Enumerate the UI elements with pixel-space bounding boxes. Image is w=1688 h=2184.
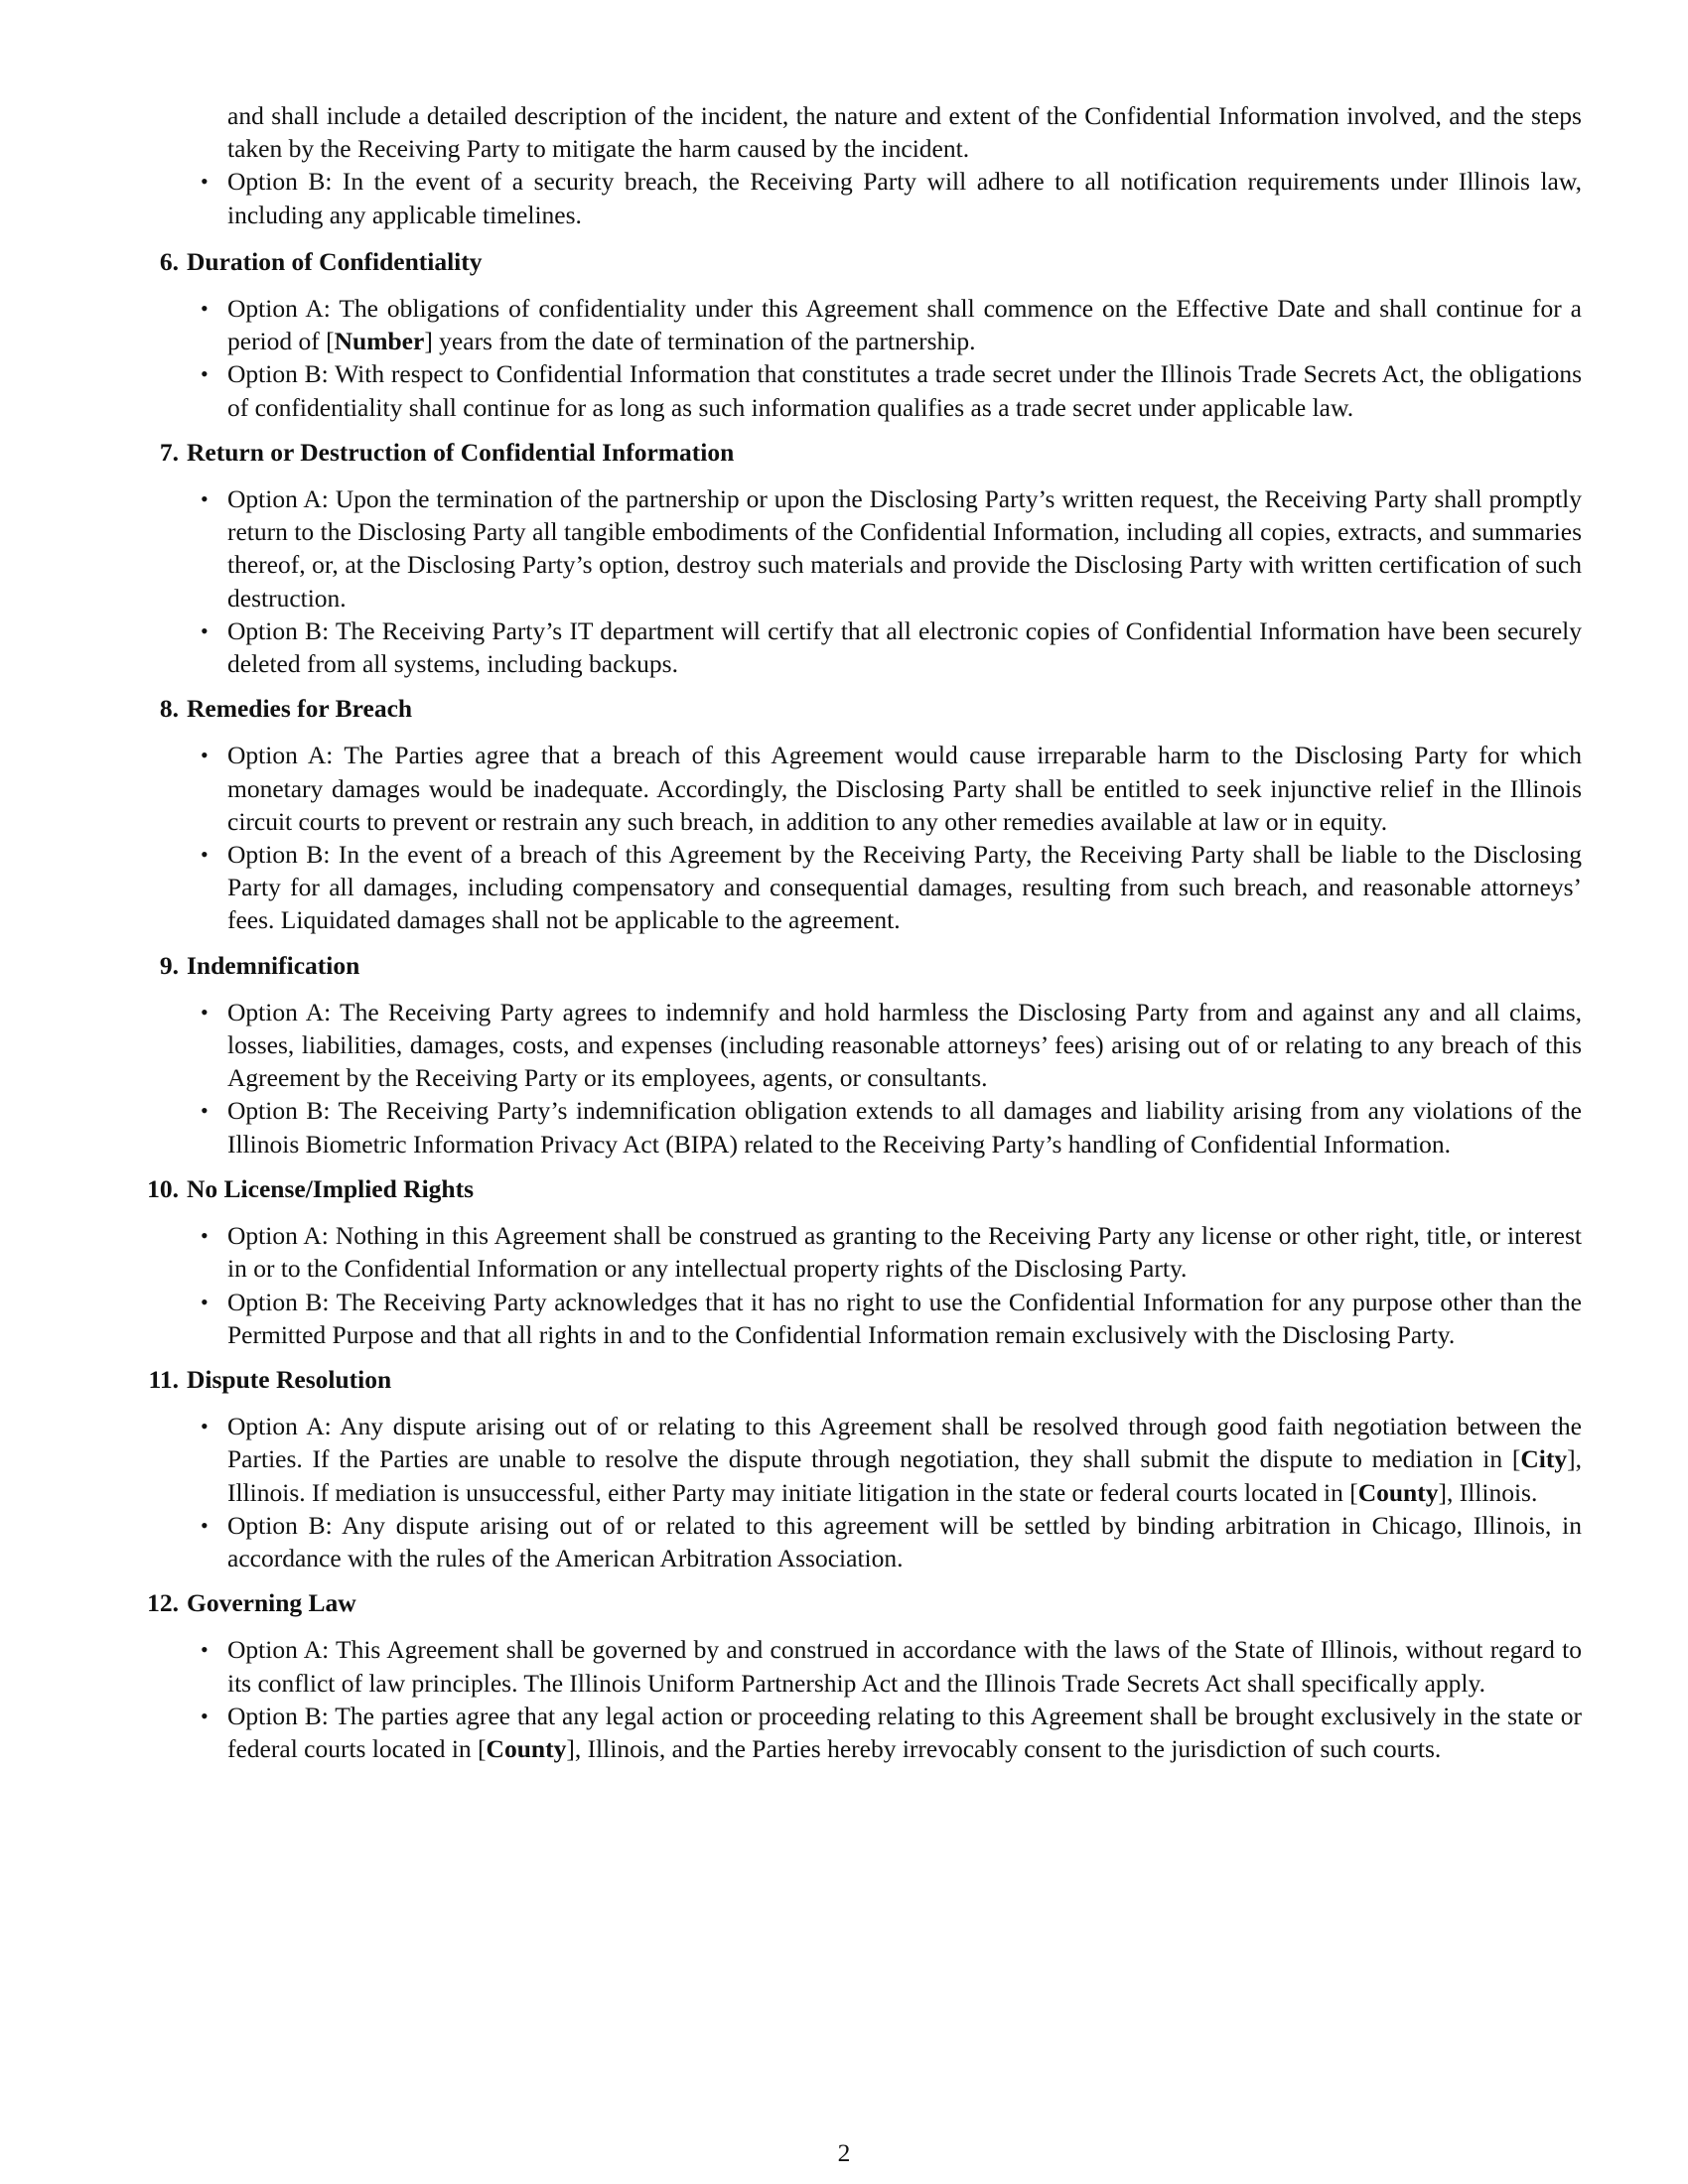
section-number: 11. [148,1364,179,1394]
section [132,436,1582,680]
option-b [227,1094,1582,1160]
option-text: Option B: Any dispute arising out of or related to this agreement will be settled by binding arbitration in Chicago, Illinois, in accordance with the rules of the American Arbitration Association. [227,1510,1582,1572]
continued-options [132,165,1582,230]
section-title: Return or Destruction of Confidential Information [187,437,735,467]
option-text: Option B: With respect to Confidential Information that constitutes a trade secret under the Illinois Trade Secrets Act, the obligations of confidentiality shall continue for as long as such information qualifies as a trade secret under applicable law. [227,359,1582,422]
page-number: 2 [837,2138,851,2167]
option-text: Option A: Nothing in this Agreement shall be construed as granting to the Receiving Party any license or other right, title, or interest in or to the Confidential Information or any intellectual property rights of the Disclosing Party. [227,1221,1582,1284]
option-a [227,739,1582,838]
section-heading [132,949,1582,982]
option-text: Option A: The obligations of confidentiality under this Agreement shall commence on the Effective Date and shall continue for a period of [ [227,294,1582,356]
option-text: ], Illinois. If mediation is unsuccessful, either Party may initiate litigation in the state or federal courts located in [ [227,1444,1582,1507]
option-text: Option A: Upon the termination of the partnership or upon the Disclosing Party’s written request, the Receiving Party shall promptly return to the Disclosing Party all tangible embodiments of the Confidential Information, including all copies, extracts, and summaries thereof, or, at the Disclosing Party’s option, destroy such materials and provide the Disclosing Party with written certification of such destruction. [227,484,1582,613]
option-list [132,739,1582,936]
section [132,1172,1582,1351]
placeholder-field: County [486,1733,567,1763]
section-heading [132,245,1582,278]
sections-list [132,245,1582,1765]
section [132,692,1582,936]
option-a [227,1633,1582,1699]
section-number: 6. [159,246,179,276]
option-b [227,1286,1582,1351]
section-number: 10. [147,1173,179,1203]
option-b [227,357,1582,423]
section-title: Governing Law [187,1588,356,1618]
section-title: Remedies for Breach [187,694,413,724]
section-number: 8. [159,694,179,724]
option-a [227,292,1582,357]
section [132,949,1582,1160]
option-a [227,1219,1582,1285]
continued-paragraph: and shall include a detailed description of the incident, the nature and extent of the Confidential Information involved, and the steps taken by the Receiving Party to mitigate the harm caused by the incident. [227,101,1582,164]
option-list [132,292,1582,424]
option-text: Option A: The Parties agree that a breach of this Agreement would cause irreparable harm to the Disclosing Party for which monetary damages would be inadequate. Accordingly, the Disclosing Party shall be entitled to seek injunctive relief in the Illinois circuit courts to prevent or restrain any such breach, in addition to any other remedies available at law or in equity. [227,741,1582,836]
section-heading [132,692,1582,725]
option-text: Option B: The Receiving Party’s IT department will certify that all electronic copies of Confidential Information have been securely deleted from all systems, including backups. [227,615,1582,679]
section [132,245,1582,424]
section-number: 7. [159,437,179,467]
option-text: ] years from the date of termination of the partnership. [424,327,976,356]
option-b [227,1509,1582,1574]
option-list [132,1410,1582,1574]
section [132,1586,1582,1765]
option-list [132,996,1582,1160]
option-text: Option A: Any dispute arising out of or relating to this Agreement shall be resolved through good faith negotiation between the Parties. If the Parties are unable to resolve the dispute through negotiation, they shall submit the dispute to mediation in [ [227,1412,1582,1474]
option-b: • Option B: In the event of a security breach, the Receiving Party will adhere to all notification requirements under Illinois law, including any applicable timelines. [227,165,1582,230]
option-list [132,482,1582,680]
placeholder-field: County [1357,1477,1439,1507]
option-text: Option B: In the event of a breach of this Agreement by the Receiving Party, the Receiving Party shall be liable to the Disclosing Party for all damages, including compensatory and consequential damages, resulting from such breach, and reasonable attorneys’ fees. Liquidated damages shall not be applicable to the agreement. [227,840,1582,935]
option-a [227,1410,1582,1509]
option-b [227,1700,1582,1765]
section-heading [132,436,1582,469]
section-heading [132,1586,1582,1619]
option-text: Option A: This Agreement shall be governed by and construed in accordance with the laws of the State of Illinois, without regard to its conflict of law principles. The Illinois Uniform Partnership Act and the Illinois Trade Secrets Act shall specifically apply. [227,1635,1582,1698]
continued-section [132,99,1582,231]
section-heading [132,1363,1582,1396]
page-content [132,99,1582,1765]
option-text: Option B: The Receiving Party’s indemnification obligation extends to all damages and liability arising from any violations of the Illinois Biometric Information Privacy Act (BIPA) related to the Receiving Party’s handling of Confidential Information. [227,1096,1582,1159]
section-number: 9. [159,950,179,980]
option-text: Option B: The Receiving Party acknowledges that it has no right to use the Confidential Information for any purpose other than the Permitted Purpose and that all rights in and to the Confidential Information remain exclusively with the Disclosing Party. [227,1287,1582,1349]
option-b [227,838,1582,937]
placeholder-field: Number [334,327,425,356]
section-title: No License/Implied Rights [187,1173,475,1203]
option-text: ], Illinois. [1438,1477,1538,1507]
option-list [132,1633,1582,1765]
section-title: Duration of Confidentiality [187,246,483,276]
option-a [227,482,1582,614]
section-title: Dispute Resolution [187,1364,392,1394]
section-number: 12. [147,1588,179,1618]
option-text: ], Illinois, and the Parties hereby irrevocably consent to the jurisdiction of such courts. [566,1733,1442,1763]
option-b [227,614,1582,680]
option-text: Option A: The Receiving Party agrees to indemnify and hold harmless the Disclosing Party from and against any and all claims, losses, liabilities, damages, costs, and expenses (including reasonable attorneys’ fees) arising out of or relating to any breach of this Agreement by the Receiving Party or its employees, agents, or consultants. [227,997,1582,1093]
option-a [227,996,1582,1095]
option-text: Option B: The parties agree that any legal action or proceeding relating to this Agreement shall be brought exclusively in the state or federal courts located in [ [227,1701,1582,1763]
section-title: Indemnification [187,950,360,980]
section-heading [132,1172,1582,1205]
placeholder-field: City [1520,1444,1568,1474]
option-list [132,1219,1582,1351]
section [132,1363,1582,1574]
